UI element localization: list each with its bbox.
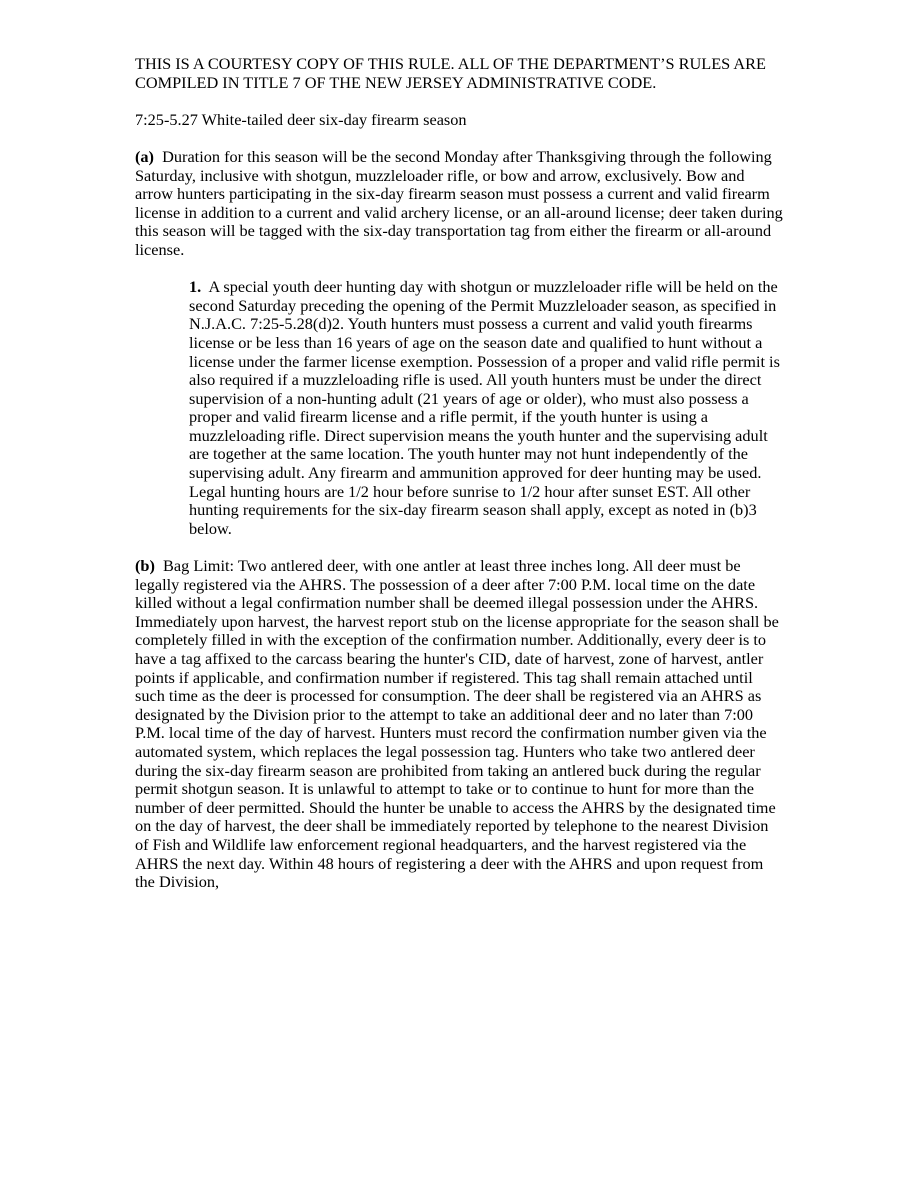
section-a-marker: (a) [135, 146, 154, 166]
courtesy-notice: THIS IS A COURTESY COPY OF THIS RULE. ALL OF THE DEPARTMENT’S RULES ARE COMPILED IN TITLE 7 OF THE NEW JERSEY ADMINISTRATIVE CODE. [135, 54, 766, 92]
section-a-text: Duration for this season will be the second Monday after Thanksgiving through the following Saturday, inclusive with shotgun, muzzleloader rifle, or bow and arrow, exclusively. Bow and arrow hunters participating in the six-day firearm season must possess a current and valid firearm license in addition to a current and valid archery license, or an all-around license; deer taken during this season will be tagged with the six-day transportation tag from either the firearm or all-around license. [135, 146, 783, 259]
section-b-text: Bag Limit: Two antlered deer, with one antler at least three inches long. All deer must be legally registered via the AHRS. The possession of a deer after 7:00 P.M. local time on the date killed without a legal confirmation number shall be deemed illegal possession under the AHRS. Immediately upon harvest, the harvest report stub on the license appropriate for the season shall be completely filled in with the exception of the confirmation number. Additionally, every deer is to have a tag affixed to the carcass bearing the hunter's CID, date of harvest, zone of harvest, antler points if applicable, and confirmation number if registered. This tag shall remain attached until such time as the deer is processed for consumption. The deer shall be registered via an AHRS as designated by the Division prior to the attempt to take an additional deer and no later than 7:00 P.M. local time of the day of harvest. Hunters must record the confirmation number given via the automated system, which replaces the legal possession tag. Hunters who take two antlered deer during the six-day firearm season are prohibited from taking an antlered buck during the regular permit shotgun season. It is unlawful to attempt to take or to continue to hunt for more than the number of deer permitted. Should the hunter be unable to access the AHRS by the designated time on the day of harvest, the deer shall be immediately reported by telephone to the nearest Division of Fish and Wildlife law enforcement regional headquarters, and the harvest registered via the AHRS the next day. Within 48 hours of registering a deer with the AHRS and upon request from the Division, [135, 556, 779, 892]
section-b [135, 557, 785, 892]
section-a1-marker: 1. [189, 277, 202, 297]
section-a [135, 148, 785, 260]
section-a1-text: A special youth deer hunting day with shotgun or muzzleloader rifle will be held on the second Saturday preceding the opening of the Permit Muzzleloader season, as specified in N.J.A.C. 7:25-5.28(d)2. Youth hunters must possess a current and valid youth firearms license or be less than 16 years of age on the season date and qualified to hunt without a license under the farmer license exemption. Possession of a proper and valid rifle permit is also required if a muzzleloading rifle is used. All youth hunters must be under the direct supervision of a non-hunting adult (21 years of age or older), who must also possess a proper and valid firearm license and a rifle permit, if the youth hunter is using a muzzleloading rifle. Direct supervision means the youth hunter and the supervising adult are together at the same location. The youth hunter may not hunt independently of the supervising adult. Any firearm and ammunition approved for deer hunting may be used. Legal hunting hours are 1/2 hour before sunrise to 1/2 hour after sunset EST. All other hunting requirements for the six-day firearm season shall apply, except as noted in (b)3 below. [189, 277, 780, 538]
document-page [135, 55, 785, 910]
section-b-marker: (b) [135, 556, 155, 576]
rule-title: 7:25-5.27 White-tailed deer six-day firearm season [135, 109, 467, 129]
section-a1 [189, 278, 785, 538]
